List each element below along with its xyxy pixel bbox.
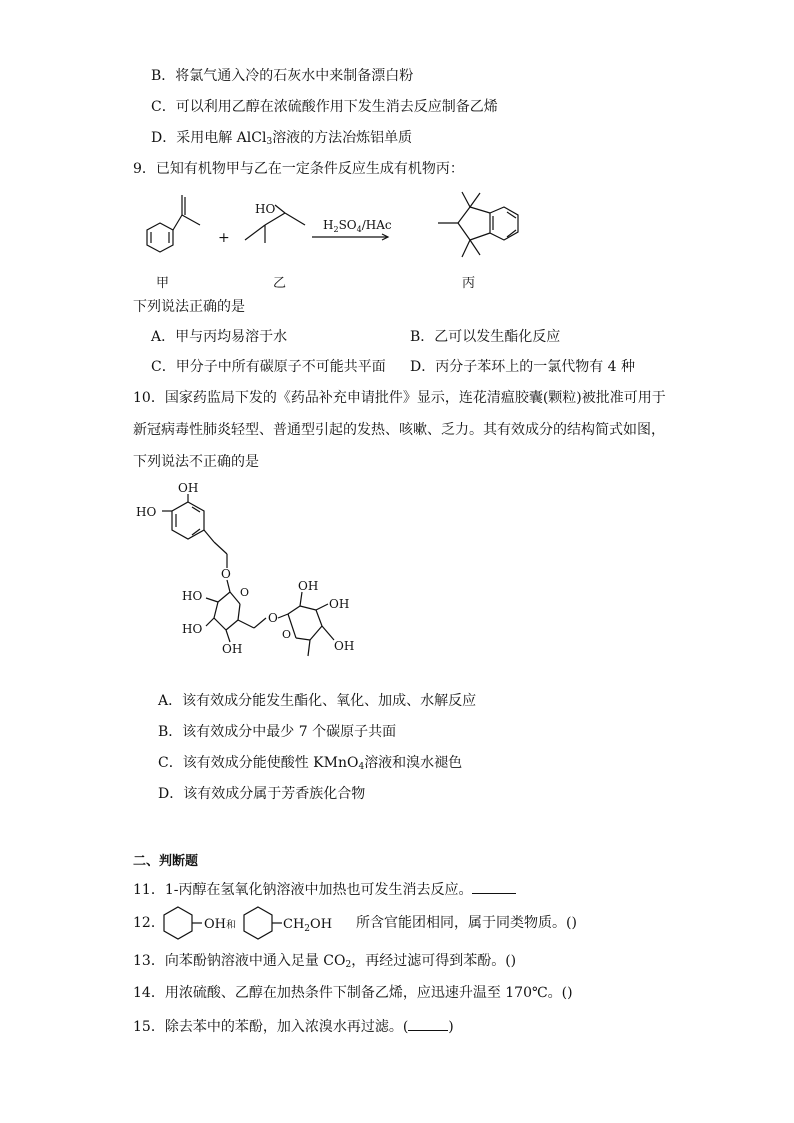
- q10-oh-r3: OH: [334, 639, 355, 653]
- q14-answer-paren[interactable]: (): [561, 985, 573, 1001]
- q12-text: 所含官能团相同，属于同类物质。(): [356, 915, 577, 931]
- q11-answer-blank[interactable]: [472, 879, 516, 894]
- q10-ether-o2: O: [268, 611, 278, 625]
- q8-option-c: C．可以利用乙醇在浓硫酸作用下发生消去反应制备乙烯: [151, 99, 498, 115]
- q10-stem-line1: 10．国家药监局下发的《药品补充申请批件》显示，连花清瘟胶囊(颗粒)被批准可用于: [133, 390, 666, 406]
- q10-ether-o1: O: [221, 567, 231, 581]
- q10-ho-g2: HO: [182, 622, 203, 636]
- q10-oh-g3: OH: [222, 642, 243, 656]
- plus-sign: +: [218, 230, 230, 246]
- q10-oh-top: OH: [178, 481, 199, 495]
- caption-bing: 丙: [462, 276, 476, 291]
- glucose-ring: [206, 580, 266, 642]
- phenol-ring: [164, 907, 202, 939]
- q13-answer-paren[interactable]: (): [505, 953, 517, 969]
- q9-option-a: A．甲与丙均易溶于水: [151, 329, 288, 345]
- q10-oh-r2: OH: [329, 597, 350, 611]
- q10-stem-line2: 新冠病毒性肺炎轻型、普通型引起的发热、咳嗽、乏力。其有效成分的结构简式如图，: [133, 422, 665, 438]
- q10-option-a: A．该有效成分能发生酯化、氧化、加成、水解反应: [158, 693, 477, 709]
- structure-jia: [147, 195, 200, 252]
- section-title: 二、判断题: [133, 854, 199, 869]
- q11: 11．1-丙醇在氢氧化钠溶液中加热也可发生消去反应。: [133, 879, 516, 899]
- q12-structures: [158, 903, 388, 943]
- q10-option-b: B．该有效成分中最少 7 个碳原子共面: [158, 724, 397, 740]
- q13: 13．向苯酚钠溶液中通入足量 $CO_2$，再经过滤可得到苯酚。(): [133, 953, 517, 970]
- q9-stem: 9．已知有机物甲与乙在一定条件反应生成有机物丙：: [133, 161, 464, 177]
- q10-stem-line3: 下列说法不正确的是: [133, 454, 259, 470]
- q9-option-c: C．甲分子中所有碳原子不可能共平面: [151, 359, 386, 375]
- q9-option-b: B．乙可以发生酯化反应: [410, 329, 561, 345]
- q10-structure: [130, 480, 380, 670]
- q15: 15．除去苯中的苯酚，加入浓溴水再过滤。( ): [133, 1016, 454, 1036]
- caption-jia: 甲: [156, 276, 170, 291]
- q10-ho-g1: HO: [182, 589, 203, 603]
- q12-and: 和: [226, 920, 236, 931]
- q15-answer-blank[interactable]: [408, 1016, 448, 1031]
- q9-reaction-scheme: [120, 185, 590, 265]
- q10-oh-r1: OH: [298, 579, 319, 593]
- q14: 14．用浓硫酸、乙醇在加热条件下制备乙烯，应迅速升温至 170℃。(): [133, 985, 573, 1001]
- reagent-label: $H_2SO_4$/HAc: [323, 218, 392, 234]
- benzyl-ring: [244, 907, 282, 939]
- q9-ho-label: HO: [255, 202, 276, 216]
- q8-option-d: D．采用电解 AlCl$_3$溶液的方法冶炼铝单质: [151, 130, 413, 147]
- q10-ho-left: HO: [136, 505, 157, 519]
- rhamnose-ring: [278, 592, 334, 656]
- q12-oh: OH: [204, 917, 226, 932]
- reaction-arrow: [312, 234, 388, 240]
- glucose-ring-o: O: [240, 586, 250, 599]
- q10-option-c: C．该有效成分能使酸性 KMnO$_4$溶液和溴水褪色: [158, 755, 463, 772]
- q12-answer-paren[interactable]: (): [566, 915, 577, 931]
- caption-yi: 乙: [273, 276, 287, 291]
- structure-bing: [438, 192, 518, 257]
- rhamnose-ring-o: O: [282, 628, 292, 641]
- q10-option-d: D．该有效成分属于芳香族化合物: [158, 786, 366, 802]
- q8-option-b: B．将氯气通入冷的石灰水中来制备漂白粉: [151, 68, 414, 84]
- catechol-ring: [162, 494, 227, 565]
- q12-ch2oh: $CH_2OH$: [283, 917, 333, 934]
- q12-number: 12．: [133, 915, 165, 931]
- q9-prompt: 下列说法正确的是: [133, 299, 245, 315]
- q9-option-d: D．丙分子苯环上的一氯代物有 4 种: [410, 359, 636, 375]
